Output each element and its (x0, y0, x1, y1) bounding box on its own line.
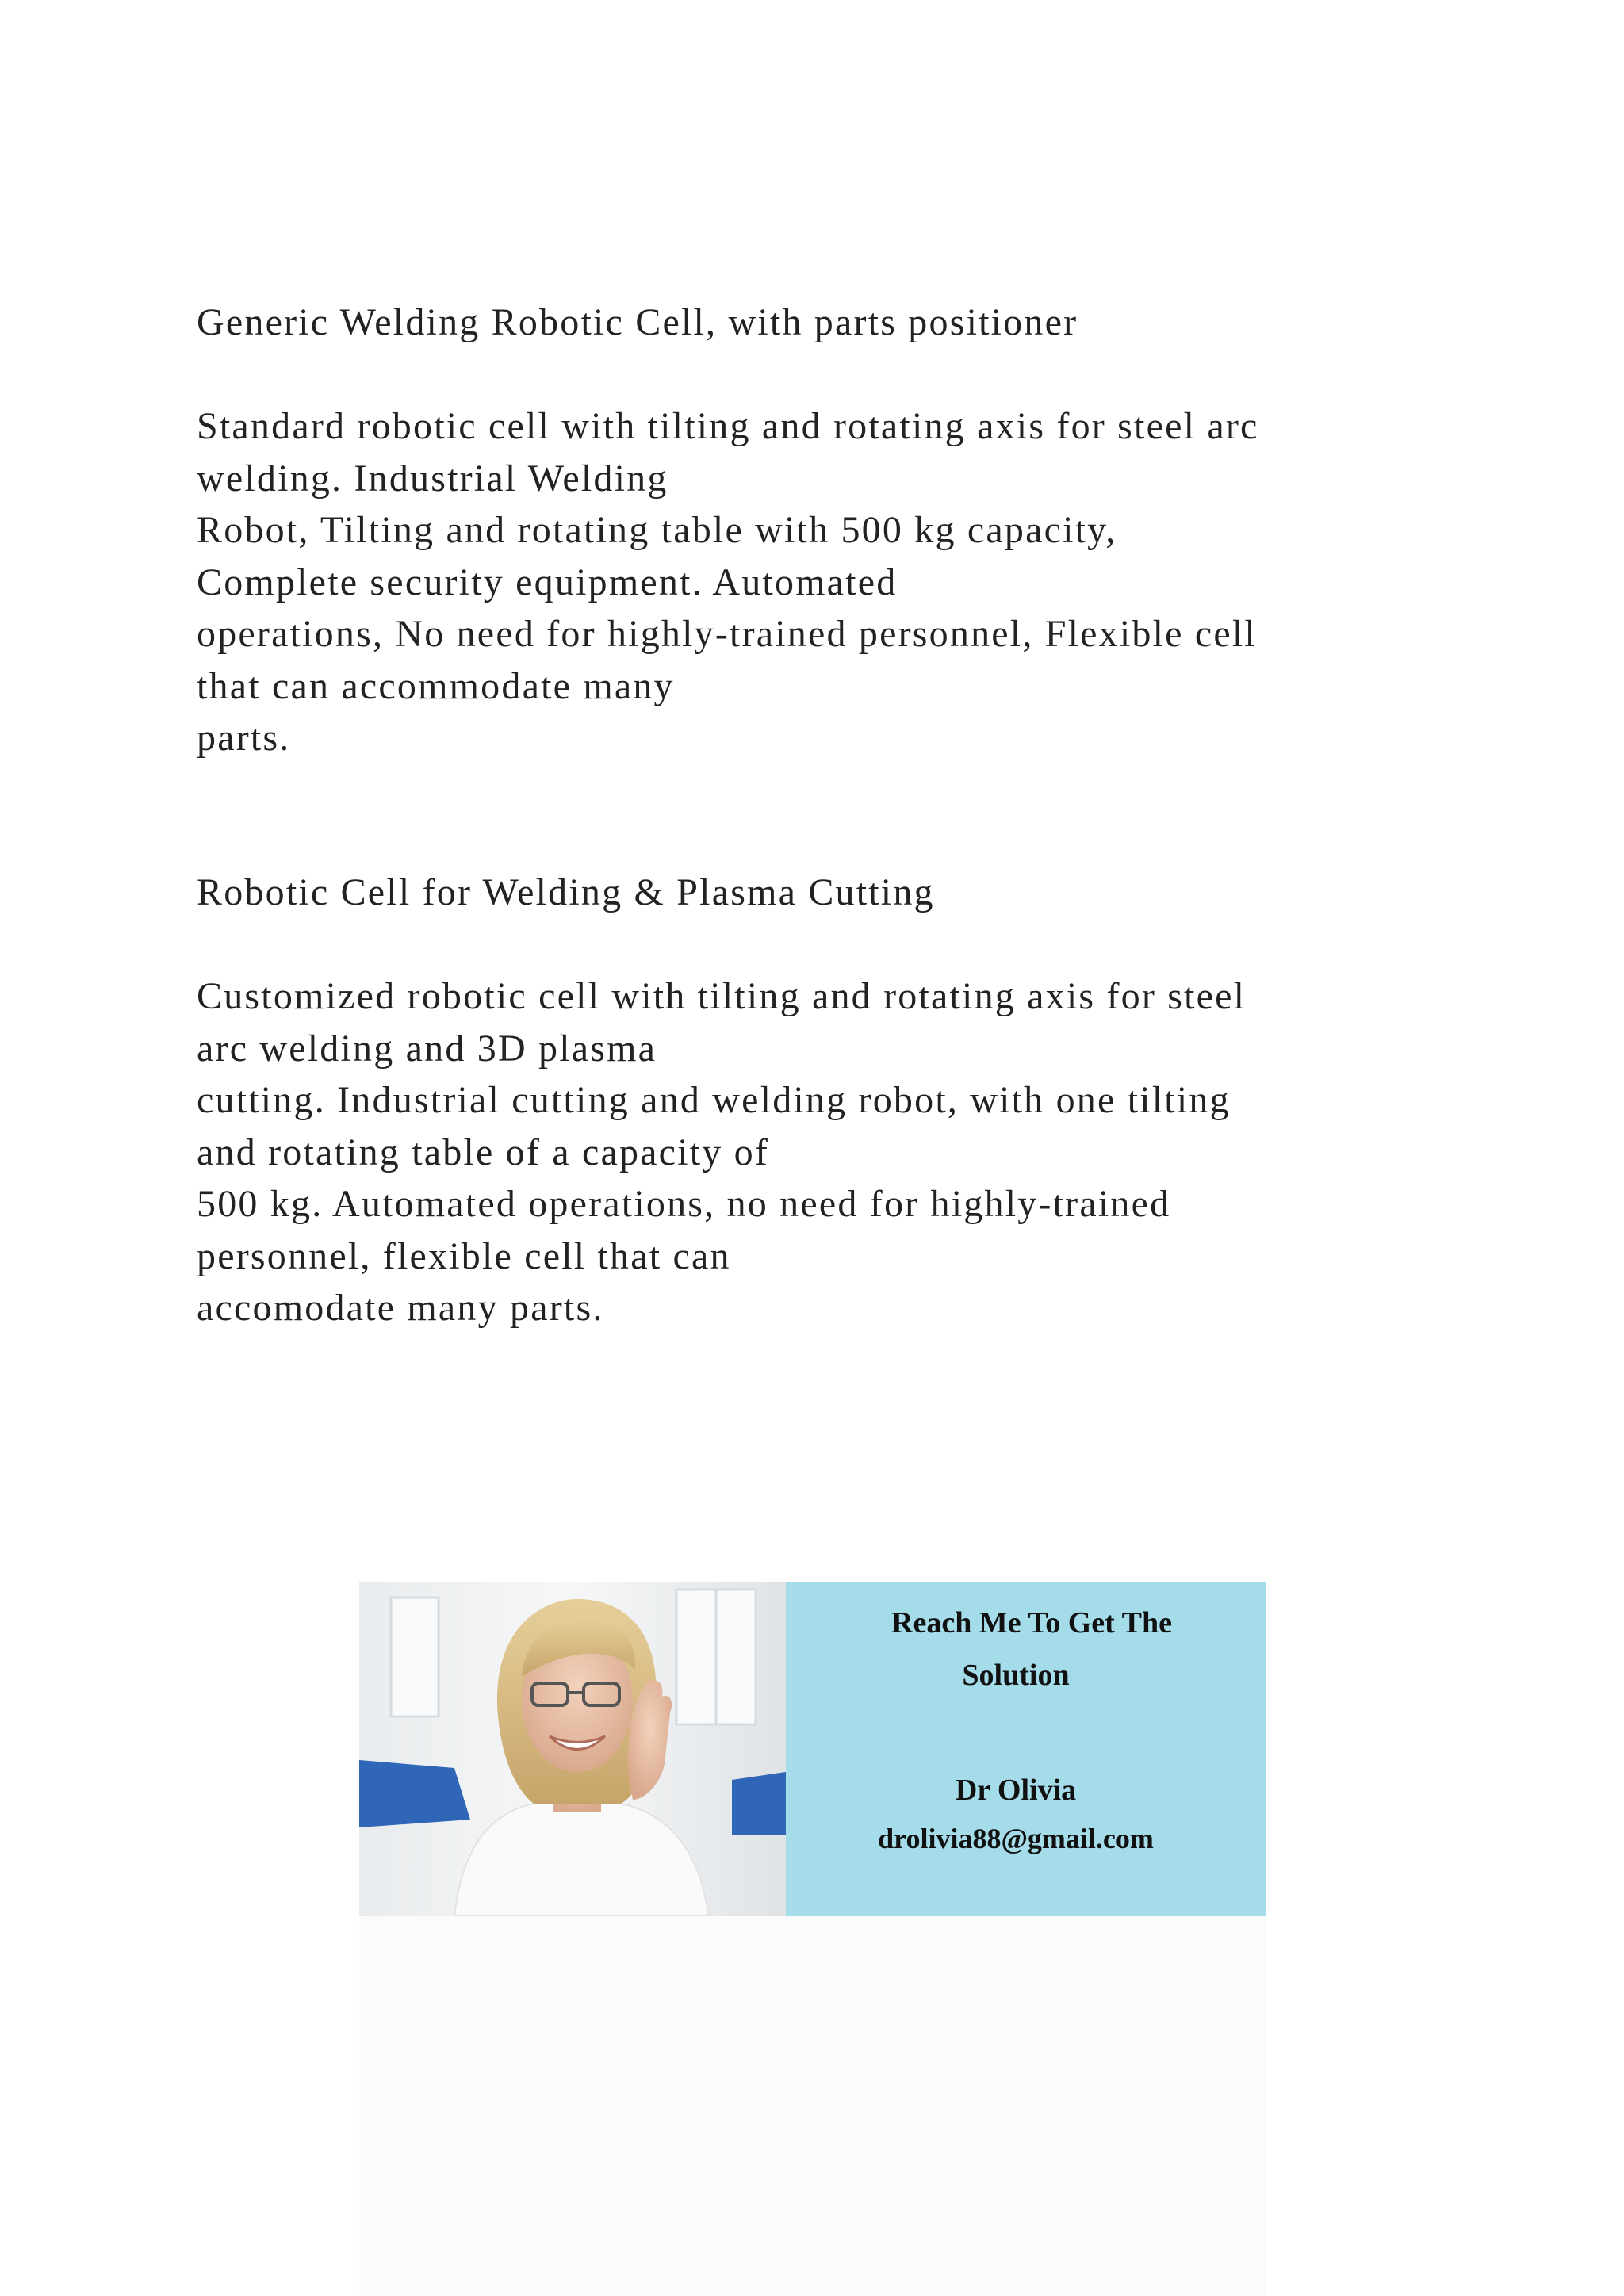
portrait-illustration (359, 1582, 786, 1916)
paragraph-line: that can accommodate many (197, 664, 675, 707)
paragraph-line: and rotating table of a capacity of (197, 1131, 770, 1173)
section-2-heading: Robotic Cell for Welding & Plasma Cutting (197, 871, 935, 913)
section-2-paragraph (197, 970, 1434, 1334)
contact-email[interactable]: drolivia88@gmail.com (878, 1823, 1154, 1854)
paragraph-line: accomodate many parts. (197, 1287, 604, 1329)
paragraph-line: Customized robotic cell with tilting and rotating axis for steel (197, 975, 1247, 1017)
paragraph-line: Standard robotic cell with tilting and rotating axis for steel arc (197, 405, 1259, 447)
paragraph-line: parts. (197, 717, 291, 759)
paragraph-line: Complete security equipment. Automated (197, 561, 898, 603)
paragraph-line: operations, No need for highly-trained personnel, Flexible cell (197, 613, 1257, 655)
section-1-heading: Generic Welding Robotic Cell, with parts positioner (197, 301, 1078, 343)
contact-banner (359, 1582, 1266, 1916)
paragraph-line: Robot, Tilting and rotating table with 500 kg capacity, (197, 509, 1117, 551)
paragraph-line: cutting. Industrial cutting and welding robot, with one tilting (197, 1079, 1231, 1121)
contact-panel (786, 1582, 1266, 1916)
paragraph-line: personnel, flexible cell that can (197, 1234, 731, 1277)
contact-line-2: Solution (962, 1659, 1070, 1692)
section-1-paragraph (197, 400, 1434, 764)
portrait-photo (359, 1582, 786, 1916)
contact-name: Dr Olivia (955, 1774, 1077, 1807)
paragraph-line: arc welding and 3D plasma (197, 1027, 657, 1070)
faint-image-shadow (359, 1916, 1266, 2296)
paragraph-line: welding. Industrial Welding (197, 457, 668, 499)
paragraph-line: 500 kg. Automated operations, no need for highly-trained (197, 1183, 1171, 1225)
contact-line-1: Reach Me To Get The (891, 1606, 1172, 1640)
